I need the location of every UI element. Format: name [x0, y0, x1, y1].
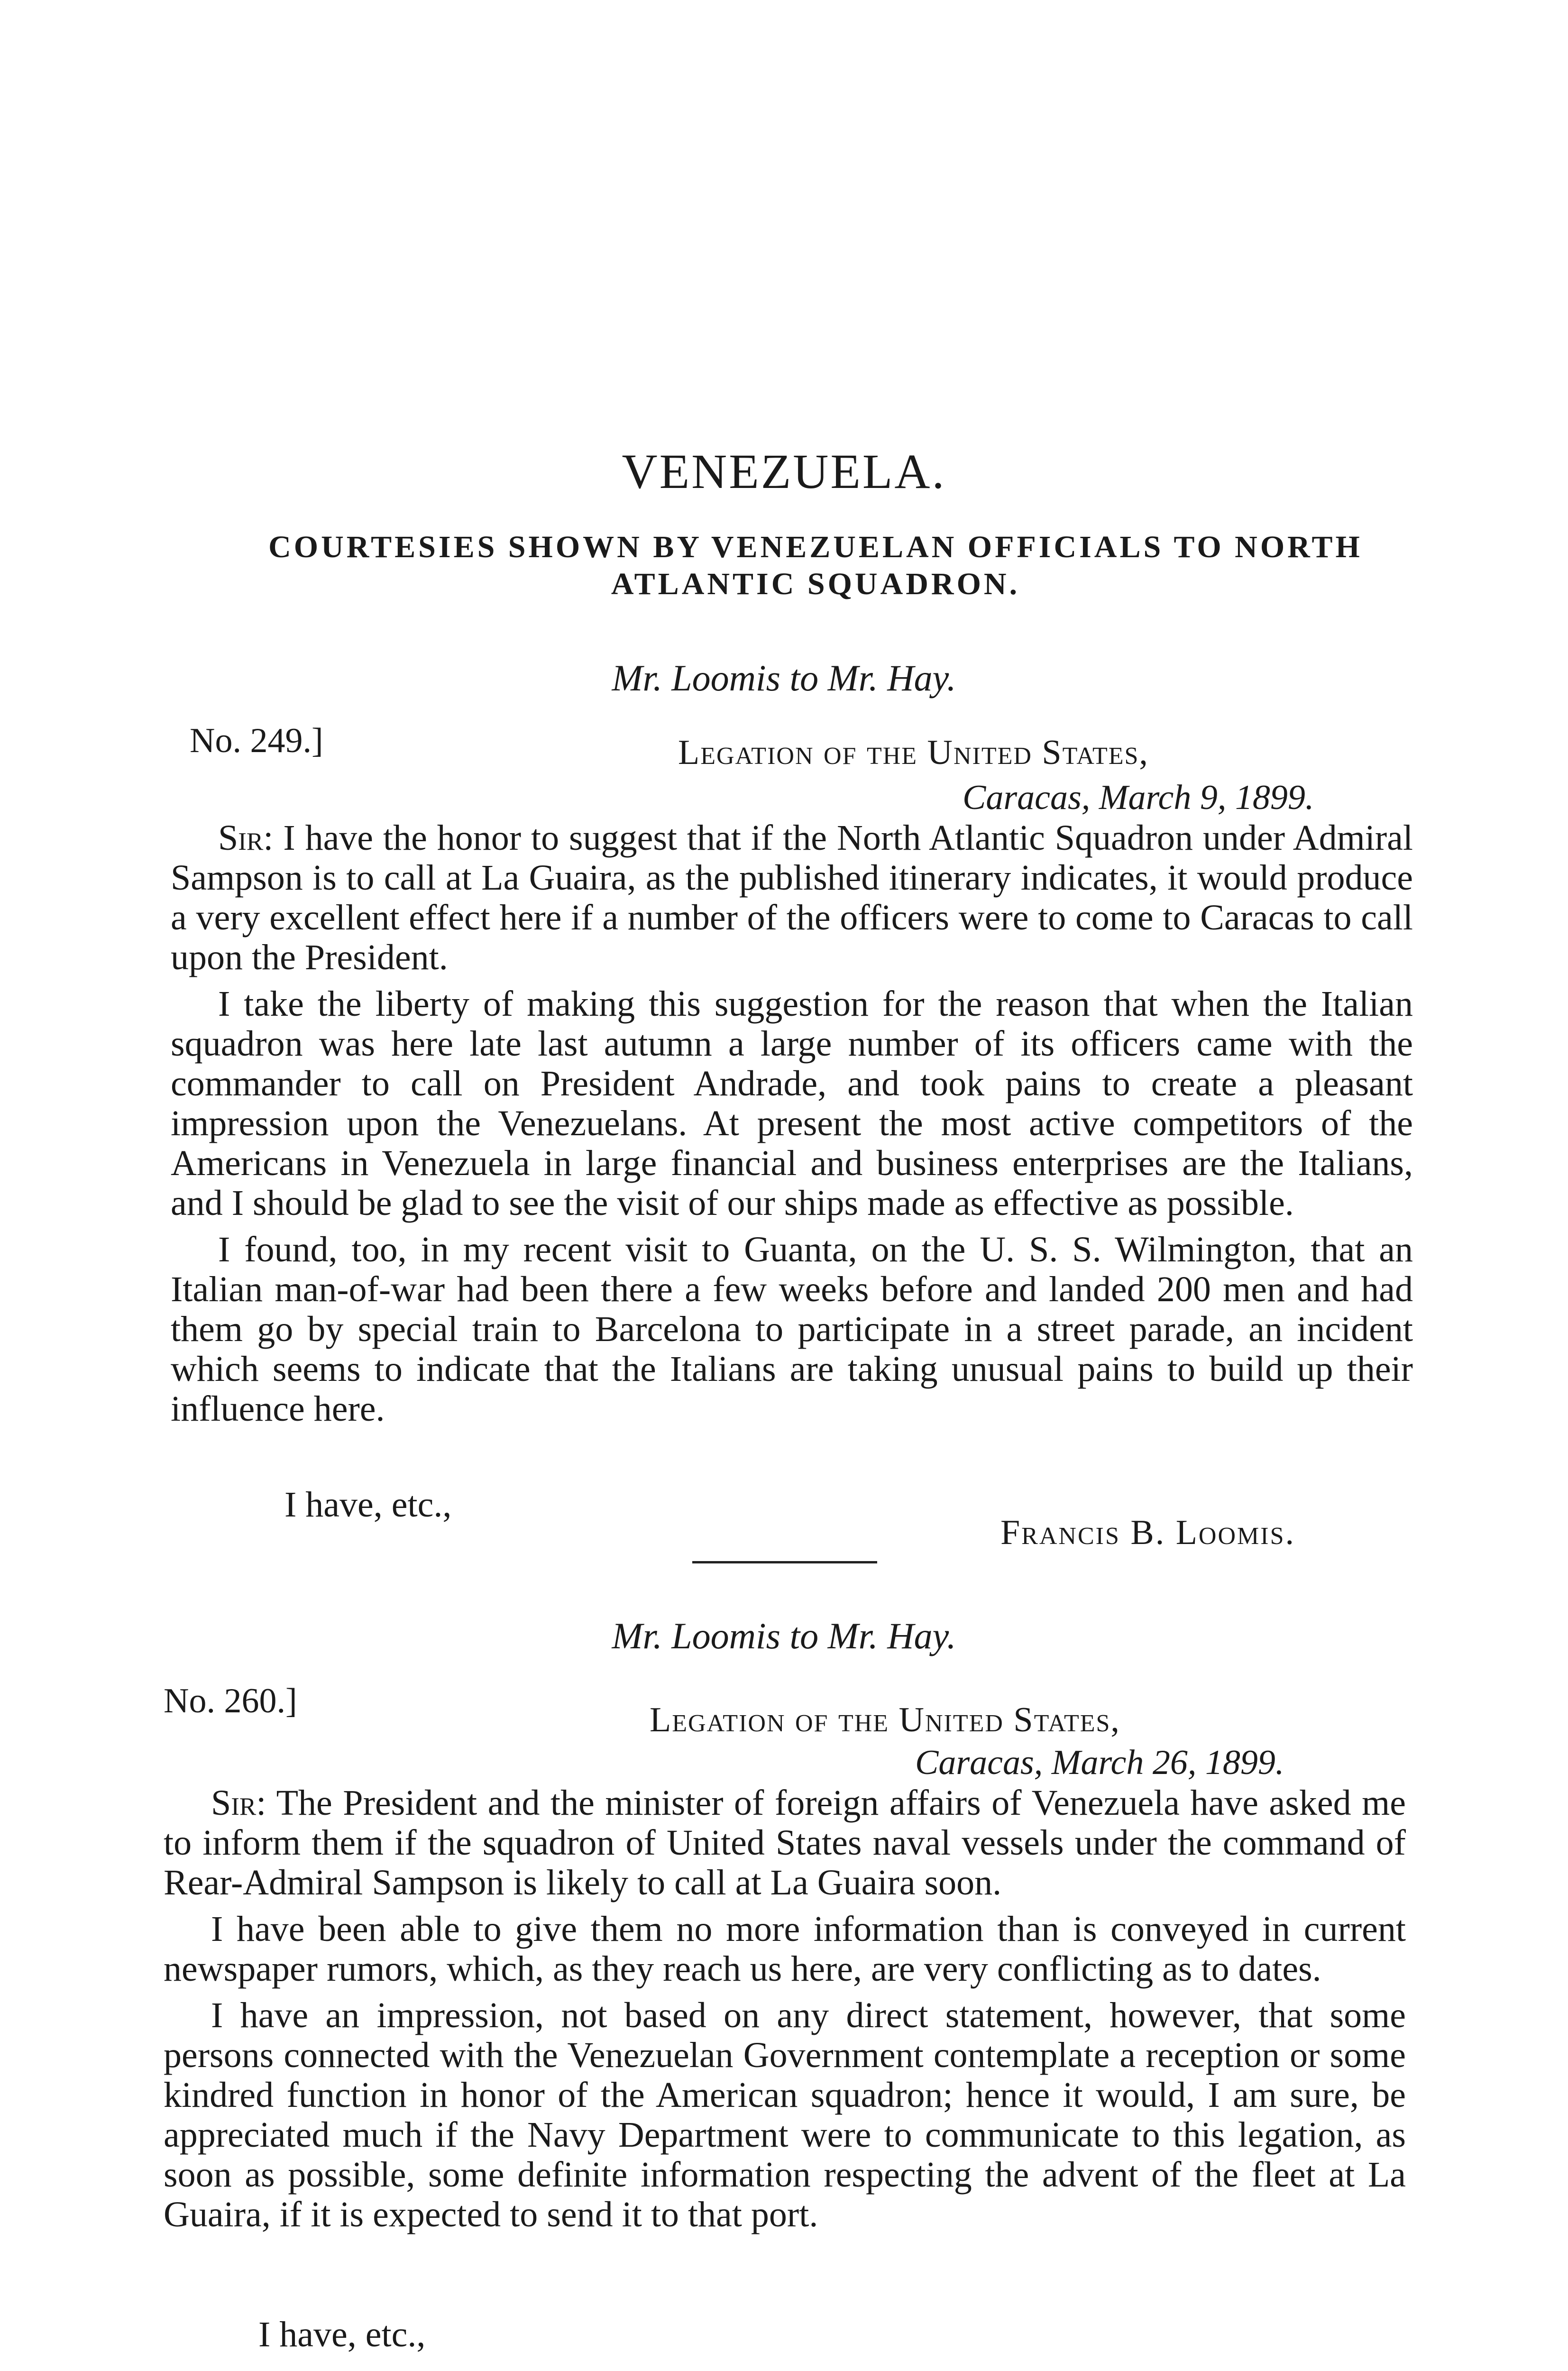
letter-2-paragraph-2: I have been able to give them no more information than is conveyed in current newspaper rumors, which, as they reach us here, are very conflicting as to dates.: [164, 1909, 1406, 1989]
letter-1-paragraph-1-text: I have the honor to suggest that if the North Atlantic Squadron under Admiral Sampson is to call at La Guaira, as the published itinerary indicates, it would produce a very excellent effect here if a number of the officers were to come to Caracas to call upon the President.: [171, 818, 1413, 977]
letter-1-legation: Legation of the United States,: [678, 733, 1149, 772]
letter-1-paragraph-3: I found, too, in my recent visit to Guanta, on the U. S. S. Wilmington, that an Italian man-of-war had been there a few weeks before and landed 200 men and had them go by special train to Barcelona to participate in a street parade, an incident which seems to indicate that the Italians are taking unusual pains to build up their influence here.: [171, 1230, 1413, 1429]
letter-1-body: [171, 818, 1413, 1429]
letter-1-signature: Francis B. Loomis.: [1000, 1513, 1296, 1552]
letter-2-salutation: Sir:: [211, 1783, 266, 1823]
letter-2-number: No. 260.]: [164, 1682, 297, 1720]
section-divider: [692, 1561, 877, 1563]
letter-2-paragraph-3: I have an impression, not based on any direct statement, however, that some persons connected with the Venezuelan Government contemplate a reception or some kindred function in honor of the American squadron; hence it would, I am sure, be appreciated much if the Navy Department were to communicate to this legation, as soon as possible, some definite information respecting the advent of the fleet at La Guaira, if it is expected to send it to that port.: [164, 1995, 1406, 2234]
letter-1-heading: Mr. Loomis to Mr. Hay.: [612, 657, 956, 698]
section-subheading: COURTESIES SHOWN BY VENEZUELAN OFFICIALS TO NORTH ATLANTIC SQUADRON.: [268, 530, 1363, 601]
letter-2-heading: Mr. Loomis to Mr. Hay.: [612, 1615, 956, 1656]
letter-1-salutation: Sir:: [218, 818, 274, 858]
letter-2-legation: Legation of the United States,: [650, 1700, 1120, 1739]
letter-1-paragraph-2: I take the liberty of making this suggestion for the reason that when the Italian squadron was here late last autumn a large number of its officers came with the commander to call on President Andrade, and took pains to create a pleasant impression upon the Venezuelans. At present the most active competitors of the Americans in Venezuela in large financial and business enterprises are the Italians, and I should be glad to see the visit of our ships made as effective as possible.: [171, 984, 1413, 1223]
letter-2-paragraph-1: [164, 1783, 1406, 1902]
letter-2-place-date: Caracas, March 26, 1899.: [915, 1743, 1284, 1782]
letter-1-place-date: Caracas, March 9, 1899.: [963, 778, 1314, 817]
page-title: VENEZUELA.: [622, 444, 946, 499]
letter-1-closing: I have, etc.,: [284, 1485, 452, 1525]
letter-2-paragraph-1-text: The President and the minister of foreign affairs of Venezuela have asked me to inform them if the squadron of United States naval vessels under the command of Rear-Admiral Sampson is likely to call at La Guaira soon.: [164, 1783, 1406, 1902]
letter-1-paragraph-1: [171, 818, 1413, 977]
letter-1-number: No. 249.]: [190, 721, 323, 760]
letter-2-body: [164, 1783, 1406, 2234]
letter-2-closing: I have, etc.,: [258, 2315, 426, 2354]
